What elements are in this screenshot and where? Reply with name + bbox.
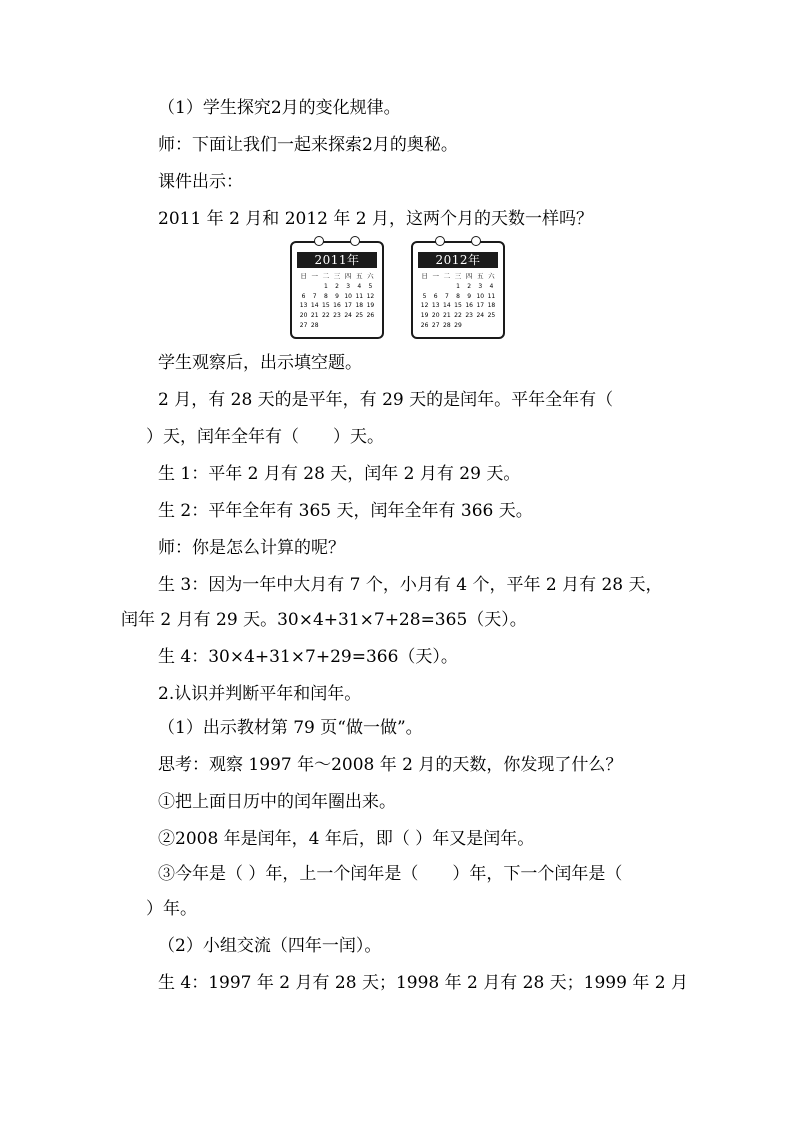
day-cell: 29	[454, 321, 462, 329]
day-cell	[441, 282, 452, 292]
day-cell: 4	[357, 282, 362, 290]
day-cell: 19	[366, 302, 375, 310]
calendar-2012	[411, 241, 505, 339]
day-cell: 28	[310, 321, 319, 329]
day-cell: 19	[420, 312, 429, 320]
day-cell: 5	[422, 292, 427, 300]
day-cell: 1	[323, 282, 328, 290]
day-cell: 20	[299, 312, 308, 320]
day-cell: 3	[346, 282, 351, 290]
weekday-label: 二	[322, 272, 330, 280]
day-cell: 10	[344, 292, 352, 300]
weekday-label: 五	[477, 272, 484, 280]
day-cell	[419, 282, 430, 292]
day-cell: 15	[454, 302, 462, 310]
weekday-label: 三	[333, 272, 341, 280]
day-cell: 18	[355, 302, 364, 310]
ring-icon	[435, 236, 445, 246]
day-cell: 28	[443, 321, 451, 329]
day-cell: 2	[467, 282, 472, 290]
text-line: 2 月，有 28 天的是平年，有 29 天的是闰年。平年全年有（	[158, 390, 614, 410]
text-line: 生 3：因为一年中大月有 7 个，小月有 4 个，平年 2 月有 28 天，	[158, 575, 663, 595]
day-cell: 2	[335, 282, 339, 290]
day-cell: 21	[310, 312, 319, 320]
day-cell	[430, 282, 441, 292]
day-cell: 23	[465, 312, 473, 320]
day-cell: 10	[476, 292, 485, 300]
weekday-label: 日	[421, 272, 428, 280]
text-line: 2011 年 2 月和 2012 年 2 月，这两个月的天数一样吗？	[158, 209, 593, 229]
day-cell: 27	[431, 321, 440, 329]
weekday-label: 四	[344, 272, 352, 280]
day-cell: 16	[465, 302, 473, 310]
day-cell: 17	[476, 302, 485, 310]
calendar-title: 2012年	[418, 252, 498, 268]
day-cell: 9	[335, 292, 339, 300]
weekday-label: 六	[367, 272, 374, 280]
text-line: 生 4：1997 年 2 月有 28 天；1998 年 2 月有 28 天；1999 年 2 月	[158, 973, 688, 993]
text-line: ②2008 年是闰年，4 年后，即（ ）年又是闰年。	[158, 829, 535, 849]
day-cell	[309, 282, 320, 292]
day-cell: 4	[489, 282, 494, 290]
day-cell: 22	[322, 312, 330, 320]
calendar-2011	[290, 241, 384, 339]
day-cell: 11	[355, 292, 364, 300]
day-cell: 13	[299, 302, 308, 310]
text-line: ③今年是（ ）年，上一个闰年是（ ）年，下一个闰年是（	[158, 864, 623, 884]
day-cell	[486, 321, 497, 331]
calendar-title: 2011年	[297, 252, 377, 268]
text-line: ）天，闰年全年有（ ）天。	[146, 427, 384, 447]
day-cell: 9	[467, 292, 472, 300]
day-cell: 15	[322, 302, 330, 310]
text-line: （2）小组交流（四年一闰）。	[158, 936, 382, 956]
weekday-label: 一	[311, 272, 318, 280]
text-line: ①把上面日历中的闰年圈出来。	[158, 792, 396, 812]
day-cell: 8	[323, 292, 328, 300]
day-cell: 1	[456, 282, 460, 290]
ring-icon	[314, 236, 324, 246]
day-cell: 24	[476, 312, 485, 320]
day-cell: 27	[299, 321, 308, 329]
day-cell	[475, 321, 486, 331]
day-cell: 26	[366, 312, 375, 320]
day-cell: 12	[366, 292, 375, 300]
day-cell: 12	[420, 302, 429, 310]
ring-icon	[471, 236, 481, 246]
text-line: 生 1：平年 2 月有 28 天，闰年 2 月有 29 天。	[158, 464, 521, 484]
day-cell: 24	[344, 312, 352, 320]
weekday-label: 六	[488, 272, 495, 280]
day-cell	[354, 321, 365, 331]
day-cell: 17	[344, 302, 352, 310]
weekday-label: 四	[465, 272, 473, 280]
day-cell: 13	[431, 302, 440, 310]
day-cell	[298, 282, 309, 292]
calendar-grid	[298, 272, 376, 331]
day-cell: 23	[333, 312, 341, 320]
day-cell: 7	[312, 292, 317, 300]
text-line: 课件出示：	[158, 172, 243, 192]
day-cell: 25	[487, 312, 496, 320]
text-line: 生 2：平年全年有 365 天，闰年全年有 366 天。	[158, 501, 533, 521]
text-line: 思考：观察 1997 年～2008 年 2 月的天数，你发现了什么？	[158, 755, 623, 775]
day-cell	[331, 321, 342, 331]
text-line: 学生观察后，出示填空题。	[158, 353, 362, 373]
ring-icon	[350, 236, 360, 246]
day-cell	[464, 321, 475, 331]
weekday-label: 三	[454, 272, 462, 280]
day-cell: 18	[487, 302, 496, 310]
text-line: 2.认识并判断平年和闰年。	[158, 684, 362, 704]
day-cell: 6	[433, 292, 438, 300]
day-cell: 22	[454, 312, 462, 320]
text-line: 师：下面让我们一起来探索2月的奥秘。	[158, 135, 458, 155]
text-line: （1）出示教材第 79 页“做一做”。	[158, 718, 423, 738]
day-cell	[365, 321, 376, 331]
day-cell	[320, 321, 331, 331]
day-cell: 14	[310, 302, 319, 310]
day-cell	[343, 321, 354, 331]
day-cell: 14	[443, 302, 451, 310]
weekday-label: 一	[432, 272, 439, 280]
text-line: （1）学生探究2月的变化规律。	[158, 98, 401, 118]
day-cell: 7	[444, 292, 449, 300]
text-line: 闰年 2 月有 29 天。30×4+31×7+28=365（天）。	[121, 610, 527, 630]
weekday-label: 日	[300, 272, 307, 280]
text-line: ）年。	[146, 899, 197, 919]
day-cell: 6	[301, 292, 306, 300]
day-cell: 26	[420, 321, 429, 329]
weekday-label: 五	[356, 272, 363, 280]
weekday-label: 二	[443, 272, 451, 280]
day-cell: 8	[456, 292, 460, 300]
day-cell: 21	[443, 312, 451, 320]
calendar-grid	[419, 272, 497, 331]
day-cell: 3	[478, 282, 483, 290]
day-cell: 20	[431, 312, 440, 320]
text-line: 生 4：30×4+31×7+29=366（天）。	[158, 647, 458, 667]
day-cell: 16	[333, 302, 341, 310]
text-line: 师：你是怎么计算的呢？	[158, 538, 345, 558]
day-cell: 11	[487, 292, 496, 300]
day-cell: 5	[368, 282, 373, 290]
day-cell: 25	[355, 312, 364, 320]
